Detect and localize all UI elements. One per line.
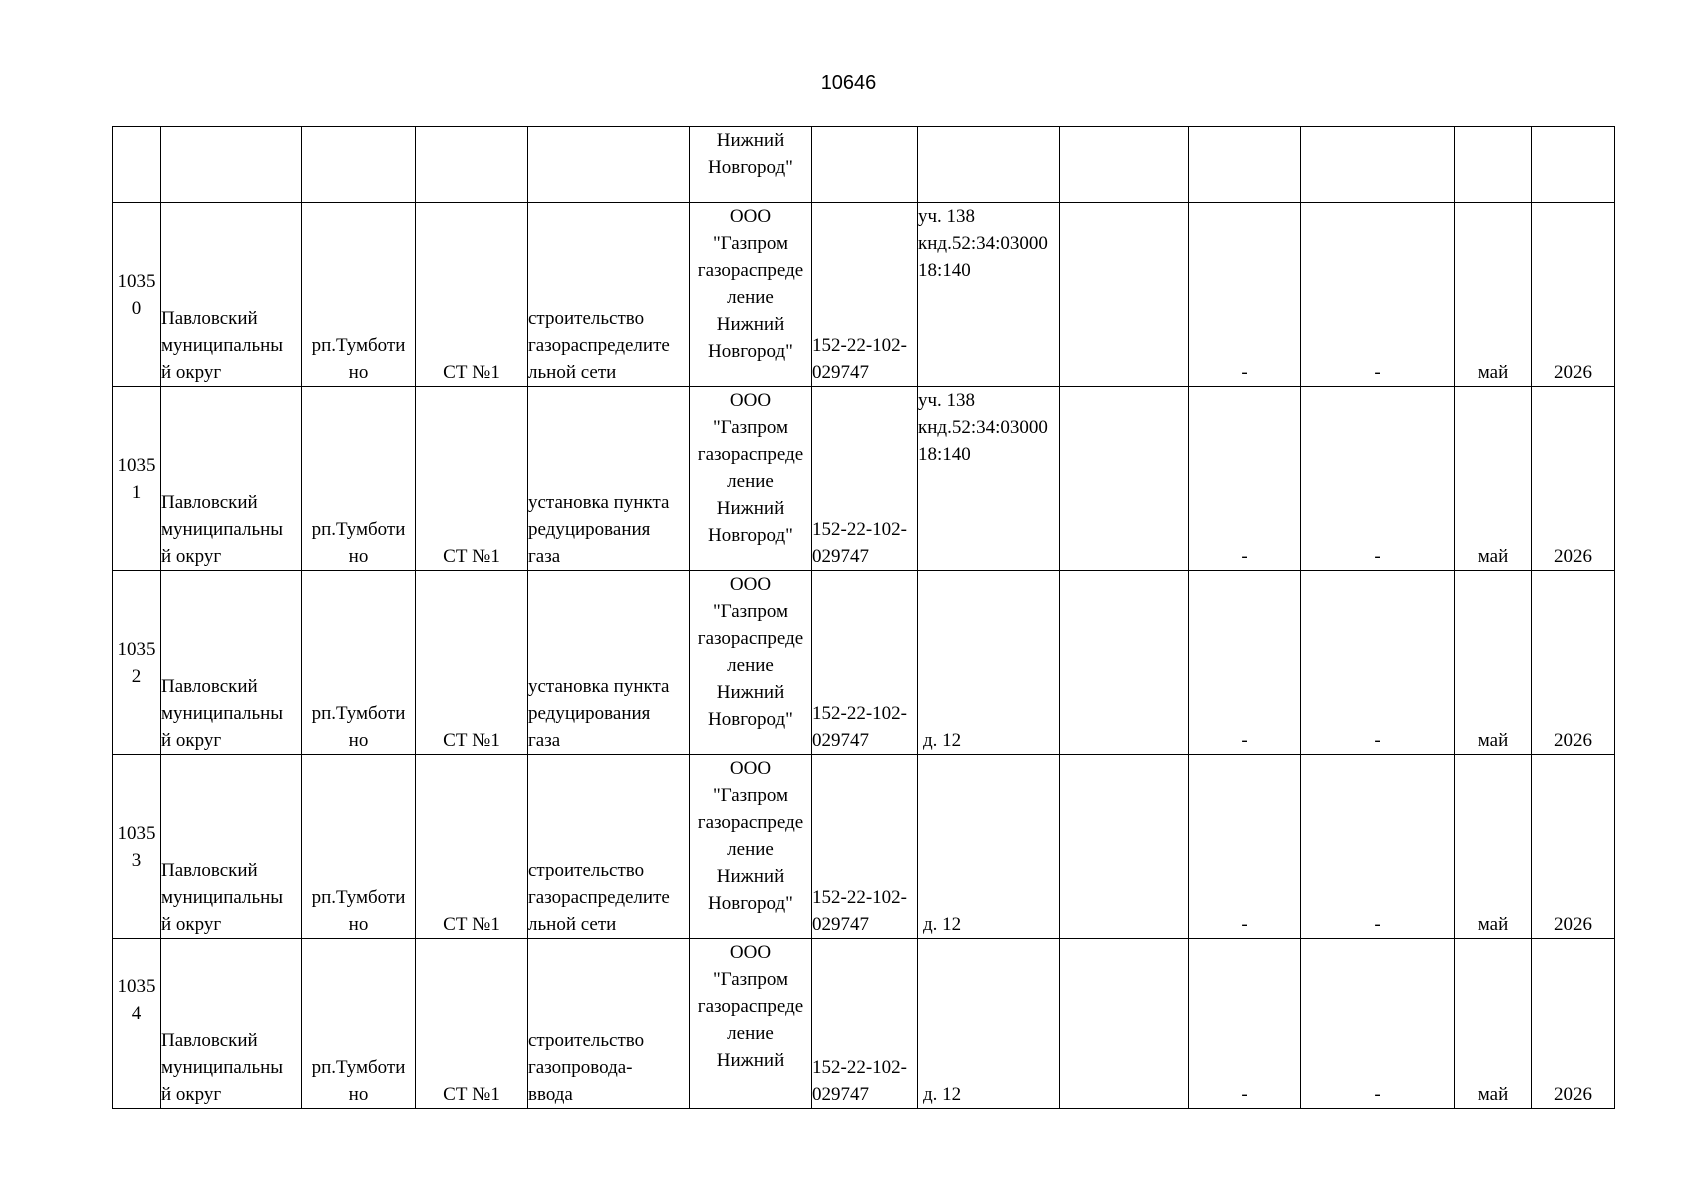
cell-settlement: рп.Тумботи но [302,571,416,755]
cell-col9 [1060,387,1189,571]
cell-col11: - [1301,939,1455,1109]
table-row [113,755,1615,939]
cell-owner: ООО "Газпром газораспреде ление Нижний Новгород" [690,755,812,939]
cell-month: май [1455,939,1532,1109]
cell-month: май [1455,387,1532,571]
cell-year [1532,127,1615,203]
cell-year: 2026 [1532,755,1615,939]
cell-street: СТ №1 [416,939,528,1109]
cell-street: СТ №1 [416,387,528,571]
cell-col10: - [1189,387,1301,571]
cell-month: май [1455,203,1532,387]
cell-street: СТ №1 [416,203,528,387]
cell-month [1455,127,1532,203]
cell-col9 [1060,571,1189,755]
cell-col11: - [1301,203,1455,387]
cell-col11: - [1301,571,1455,755]
cell-col10: - [1189,939,1301,1109]
cell-num: 1035 3 [113,755,161,939]
cell-street: СТ №1 [416,755,528,939]
table-row [113,387,1615,571]
cell-num: 1035 4 [113,939,161,1109]
cell-settlement: рп.Тумботи но [302,387,416,571]
cell-col11: - [1301,755,1455,939]
cell-permit: 152-22-102- 029747 [812,939,918,1109]
cell-address: д. 12 [918,755,1060,939]
cell-owner: Нижний Новгород" [690,127,812,203]
cell-num: 1035 2 [113,571,161,755]
registry-table [112,126,1615,1109]
cell-permit: 152-22-102- 029747 [812,203,918,387]
cell-col11 [1301,127,1455,203]
cell-settlement: рп.Тумботи но [302,203,416,387]
cell-owner: ООО "Газпром газораспреде ление Нижний Новгород" [690,203,812,387]
cell-address: д. 12 [918,571,1060,755]
cell-settlement: рп.Тумботи но [302,755,416,939]
cell-work: строительство газопровода- ввода [528,939,690,1109]
cell-address: уч. 138 кнд.52:34:03000 18:140 [918,203,1060,387]
cell-district: Павловский муниципальны й округ [161,571,302,755]
cell-month: май [1455,755,1532,939]
cell-col9 [1060,203,1189,387]
cell-permit [812,127,918,203]
cell-work: строительство газораспределите льной сети [528,755,690,939]
cell-col10: - [1189,571,1301,755]
cell-owner: ООО "Газпром газораспреде ление Нижний Новгород" [690,387,812,571]
cell-month: май [1455,571,1532,755]
cell-district [161,127,302,203]
cell-col9 [1060,755,1189,939]
cell-settlement [302,127,416,203]
cell-year: 2026 [1532,203,1615,387]
cell-year: 2026 [1532,387,1615,571]
cell-address: д. 12 [918,939,1060,1109]
cell-street: СТ №1 [416,571,528,755]
cell-year: 2026 [1532,571,1615,755]
cell-address [918,127,1060,203]
cell-col9 [1060,939,1189,1109]
cell-col10: - [1189,755,1301,939]
cell-num [113,127,161,203]
table-row [113,939,1615,1109]
cell-permit: 152-22-102- 029747 [812,387,918,571]
cell-district: Павловский муниципальны й округ [161,939,302,1109]
cell-work: установка пункта редуцирования газа [528,571,690,755]
cell-settlement: рп.Тумботи но [302,939,416,1109]
cell-district: Павловский муниципальны й округ [161,203,302,387]
cell-num: 1035 0 [113,203,161,387]
cell-col11: - [1301,387,1455,571]
cell-work: строительство газораспределите льной сети [528,203,690,387]
cell-work: установка пункта редуцирования газа [528,387,690,571]
cell-district: Павловский муниципальны й округ [161,387,302,571]
cell-owner: ООО "Газпром газораспреде ление Нижний Новгород" [690,571,812,755]
cell-address: уч. 138 кнд.52:34:03000 18:140 [918,387,1060,571]
cell-col9 [1060,127,1189,203]
cell-owner: ООО "Газпром газораспреде ление Нижний [690,939,812,1109]
cell-col10 [1189,127,1301,203]
cell-num: 1035 1 [113,387,161,571]
table-row-continued [113,127,1615,203]
cell-col10: - [1189,203,1301,387]
cell-district: Павловский муниципальны й округ [161,755,302,939]
cell-permit: 152-22-102- 029747 [812,571,918,755]
table-body [113,127,1615,1109]
table-row [113,203,1615,387]
cell-permit: 152-22-102- 029747 [812,755,918,939]
page-number: 10646 [820,72,877,94]
cell-work [528,127,690,203]
cell-street [416,127,528,203]
cell-year: 2026 [1532,939,1615,1109]
table-row [113,571,1615,755]
